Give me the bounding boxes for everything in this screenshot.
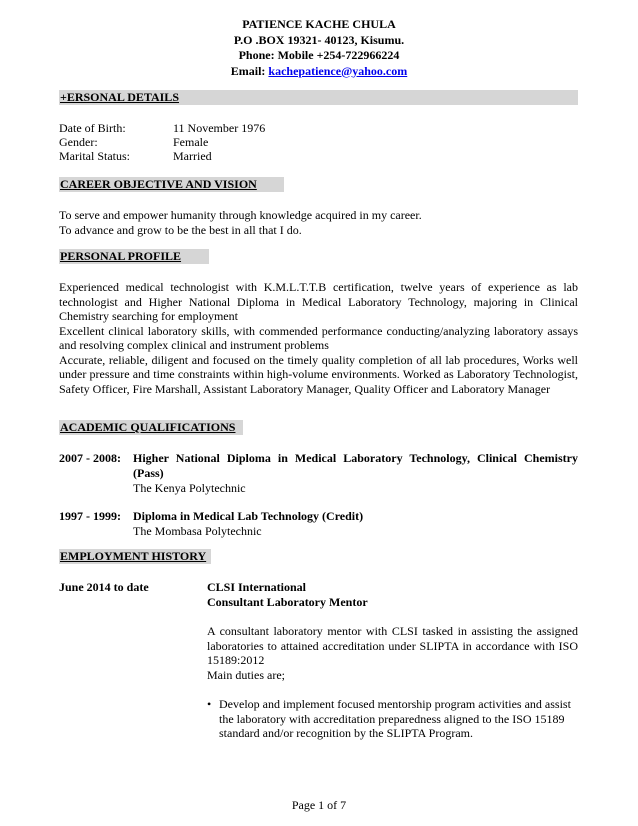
section-title: PERSONAL PROFILE [60, 249, 182, 263]
section-title: +ERSONAL DETAILS [60, 90, 179, 104]
qualification-title: Diploma in Medical Lab Technology (Credit) [133, 509, 364, 523]
employment-heading [207, 580, 578, 609]
profile-paragraph: Experienced medical technologist with K.M.L.T.T.B certification, twelve years of experience as lab technologist and Higher National Diploma in Medical Laboratory Technology, majoring in Clinical Chemistry searching for employment [59, 280, 578, 323]
detail-value: 11 November 1976 [173, 121, 266, 135]
section-personal-details [59, 90, 179, 105]
duty-text: Develop and implement focused mentorship program activities and assist the laboratory with accreditation preparedness aligned to the ISO 15189 standard and/or recognition by the SLIPTA Program. [219, 697, 571, 740]
section-academic-qualifications [59, 420, 235, 435]
duties-intro: Main duties are; [207, 667, 285, 682]
bullet-icon: • [207, 697, 212, 711]
email-link[interactable]: kachepatience@yahoo.com [268, 63, 408, 78]
career-line: To serve and empower humanity through knowledge acquired in my career. [59, 208, 422, 222]
profile-text [59, 280, 578, 396]
email-label: Email: [230, 63, 269, 78]
detail-label: Marital Status: [59, 149, 130, 163]
employer-name: CLSI International [207, 580, 307, 594]
detail-value: Married [173, 149, 212, 163]
section-personal-profile [59, 249, 181, 264]
section-career-objective [59, 177, 257, 192]
profile-paragraph: Excellent clinical laboratory skills, with commended performance conducting/analyzing laboratory assays and resolving complex clinical and instrument problems [59, 323, 578, 352]
detail-label: Gender: [59, 135, 98, 149]
section-title: ACADEMIC QUALIFICATIONS [60, 420, 236, 434]
page-number: Page 1 of 7 [291, 798, 347, 812]
role-description: A consultant laboratory mentor with CLSI tasked in assisting the assigned laboratories to attained accreditation under SLIPTA in accordance with ISO 15189:2012 [207, 624, 578, 667]
section-employment-history [59, 549, 206, 564]
phone-number: Phone: Mobile +254-722966224 [238, 48, 400, 62]
career-text [59, 208, 578, 237]
profile-paragraph: Accurate, reliable, diligent and focused on the timely quality completion of all lab procedures, Works well under pressure and time constraints within high-volume environments. Worked as Laboratory Technologist, Safety Officer, Fire Marshall, Assistant Laboratory Manager, Quality Officer and Laboratory Manager [59, 352, 578, 396]
section-title: CAREER OBJECTIVE AND VISION [60, 177, 257, 191]
section-title: EMPLOYMENT HISTORY [60, 549, 207, 563]
qualification-title: Higher National Diploma in Medical Laboratory Technology, Clinical Chemistry (Pass) [133, 451, 578, 480]
employment-description [207, 624, 578, 682]
qualification-years: 2007 - 2008: [59, 451, 121, 465]
position-title: Consultant Laboratory Mentor [207, 594, 368, 609]
qualification-institution: The Mombasa Polytechnic [133, 524, 262, 538]
contact-header [0, 17, 638, 79]
qualification-institution: The Kenya Polytechnic [133, 481, 246, 495]
qualification-years: 1997 - 1999: [59, 509, 121, 523]
detail-value: Female [173, 135, 209, 149]
email-line [0, 64, 638, 80]
postal-address: P.O .BOX 19321- 40123, Kisumu. [233, 32, 405, 47]
candidate-name: PATIENCE KACHE CHULA [242, 17, 396, 31]
career-line: To advance and grow to be the best in all that I do. [59, 222, 302, 237]
employment-date: June 2014 to date [59, 580, 149, 594]
detail-label: Date of Birth: [59, 121, 126, 135]
